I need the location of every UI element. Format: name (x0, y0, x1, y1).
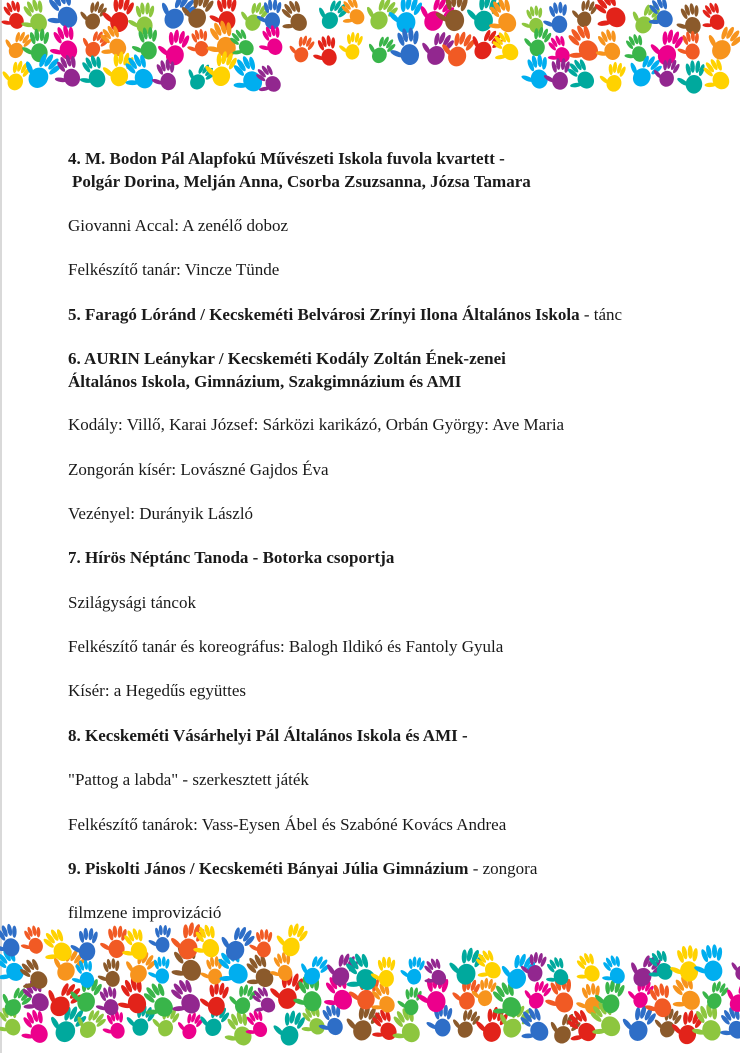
handprint-icon (694, 55, 735, 97)
item5 (68, 304, 622, 326)
item4-title-line1: 4. M. Bodon Pál Alapfokú Művészeti Iskola fuvola kvartett - (68, 149, 505, 168)
handprint-icon (269, 1006, 308, 1048)
handprint-border-top (0, 0, 740, 125)
handprint-icon (362, 30, 398, 68)
item6-conductor: Vezényel: Durányik László (68, 504, 254, 523)
handprint-icon (271, 918, 311, 960)
item4-title-line2: Polgár Dorina, Melján Anna, Csorba Zsuzsanna, Józsa Tamara (72, 172, 531, 191)
item8-piece: "Pattog a labda" - szerkesztett játék (68, 770, 309, 789)
item6-title-line1: 6. AURIN Leánykar / Kecskeméti Kodály Zoltán Ének-zenei (68, 349, 506, 368)
handprint-icon (597, 59, 628, 93)
handprint-icon (285, 31, 317, 65)
item4-piece: Giovanni Accal: A zenélő doboz (68, 216, 288, 235)
item7-band: Kísér: a Hegedűs együttes (68, 681, 246, 700)
handprint-icon (0, 922, 24, 961)
item7-piece: Szilágysági táncok (68, 593, 196, 612)
handprint-icon (567, 0, 599, 30)
handprint-icon (337, 30, 365, 61)
handprint-border-bottom (0, 918, 740, 1053)
page-left-edge (0, 0, 2, 1053)
handprint-icon (543, 58, 571, 90)
handprint-icon (436, 25, 478, 70)
item7-teacher: Felkészítő tanár és koreográfus: Balogh Ildikó és Fantoly Gyula (68, 637, 504, 656)
item5-suffix: - tánc (579, 305, 623, 324)
handprint-icon (148, 925, 172, 953)
handprint-icon (0, 55, 33, 93)
handprint-icon (309, 34, 341, 69)
item7-title: 7. Hírös Néptánc Tanoda - Botorka csoportja (68, 548, 395, 567)
item9-title: 9. Piskolti János / Kecskeméti Bányai Júlia Gimnázium (68, 859, 469, 878)
handprint-icon (444, 942, 487, 988)
item6-title-line2: Általános Iskola, Gimnázium, Szakgimnázium és AMI (68, 372, 462, 391)
handprint-icon (76, 24, 112, 61)
item8-teacher: Felkészítő tanárok: Vass-Eysen Ábel és Szabóné Kovács Andrea (68, 815, 507, 834)
item6-piano: Zongorán kísér: Lovászné Gajdos Éva (68, 460, 329, 479)
item6-pieces: Kodály: Villő, Karai József: Sárközi karikázó, Orbán György: Ave Maria (68, 415, 565, 434)
handprint-icon (518, 53, 552, 91)
item4-teacher: Felkészítő tanár: Vincze Tünde (68, 260, 280, 279)
handprint-icon (540, 1, 571, 35)
item9 (68, 858, 537, 880)
item5-title: 5. Faragó Lóránd / Kecskeméti Belvárosi Zrínyi Ilona Általános Iskola (68, 305, 580, 324)
handprint-icon (129, 26, 160, 61)
handprint-icon (248, 929, 273, 958)
handprint-icon (0, 25, 34, 62)
handprint-icon (726, 948, 740, 984)
handprint-icon (183, 28, 212, 60)
handprint-icon (16, 924, 47, 958)
handprint-icon (398, 954, 426, 985)
handprint-icon (0, 0, 28, 34)
handprint-icon (154, 26, 191, 67)
handprint-icon (667, 944, 703, 984)
handprint-icon (676, 60, 706, 94)
handprint-icon (568, 950, 605, 989)
item9-suffix: - zongora (468, 859, 538, 878)
item8-title: 8. Kecskeméti Vásárhelyi Pál Általános Iskola és AMI - (68, 726, 468, 745)
handprint-icon (95, 957, 123, 988)
item9-piece: filmzene improvizáció (68, 903, 222, 922)
